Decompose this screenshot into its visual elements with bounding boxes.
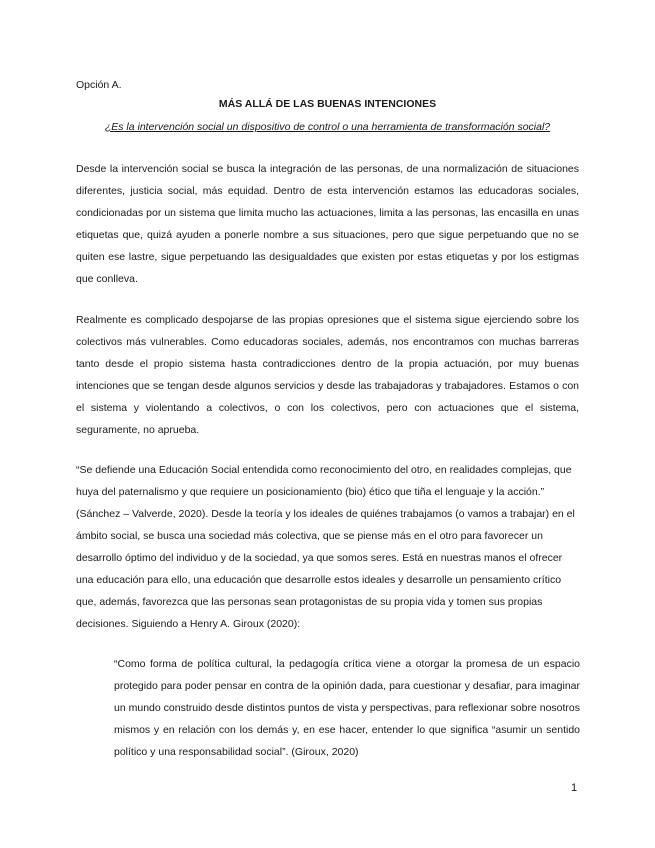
page-number: 1 (571, 782, 578, 794)
document-subtitle: ¿Es la intervención social un dispositivo de control o una herramienta de transformación social? (104, 121, 551, 133)
body-paragraph: “Se defiende una Educación Social entendida como reconocimiento del otro, en realidades complejas, que huya del paternalismo y que requiere un posicionamiento (bio) ético que tiña el lenguaje y la acción.” (Sánchez – Valverde, 2020). Desde la teoría y los ideales de quiénes trabajamos (o vamos a trabajar) en el ámbito social, se busca una sociedad más colectiva, que se piense más en el otro para favorecer un desarrollo óptimo del individuo y de la sociedad, ya que somos seres. Está en nuestras manos el ofrecer una educación para ello, una educación que desarrolle estos ideales y desarrolle un pensamiento crítico que, además, favorezca que las personas sean protagonistas de su propia vida y tomen sus propias decisiones. Siguiendo a Henry A. Giroux (2020): (76, 464, 575, 630)
body-paragraph: Desde la intervención social se busca la integración de las personas, de una normalización de situaciones diferentes, justicia social, más equidad. Dentro de esta intervención estamos las educadoras sociales, condicionadas por un sistema que limita mucho las actuaciones, limita a las personas, las encasilla en unas etiquetas que, quizá ayuden a ponerle nombre a sus situaciones, pero que sigue perpetuando que no se quiten ese lastre, sigue perpetuando las desigualdades que existen por estas etiquetas y por los estigmas que conlleva. (76, 163, 579, 285)
option-label: Opción A. (76, 79, 122, 91)
body-paragraph: Realmente es complicado despojarse de las propias opresiones que el sistema sigue ejerciendo sobre los colectivos más vulnerables. Como educadoras sociales, además, nos encontramos con muchas barreras tanto desde el propio sistema hasta contradicciones dentro de la propia actuación, por muy buenas intenciones que se tengan desde algunos servicios y desde las trabajadoras y trabajadores. Estamos o con el sistema y violentando a colectivos, o con los colectivos, pero con actuaciones que el sistema, seguramente, no aprueba. (76, 314, 579, 436)
block-quote: “Como forma de política cultural, la pedagogía crítica viene a otorgar la promesa de un espacio protegido para poder pensar en contra de la opinión dada, para cuestionar y desafiar, para imaginar un mundo construido desde distintos puntos de vista y perspectivas, para reflexionar sobre nosotros mismos y en relación con los demás y, en ese hacer, entender lo que significa “asumir un sentido político y una responsabilidad social”. (Giroux, 2020) (114, 658, 580, 758)
document-title: MÁS ALLÁ DE LAS BUENAS INTENCIONES (218, 98, 437, 110)
